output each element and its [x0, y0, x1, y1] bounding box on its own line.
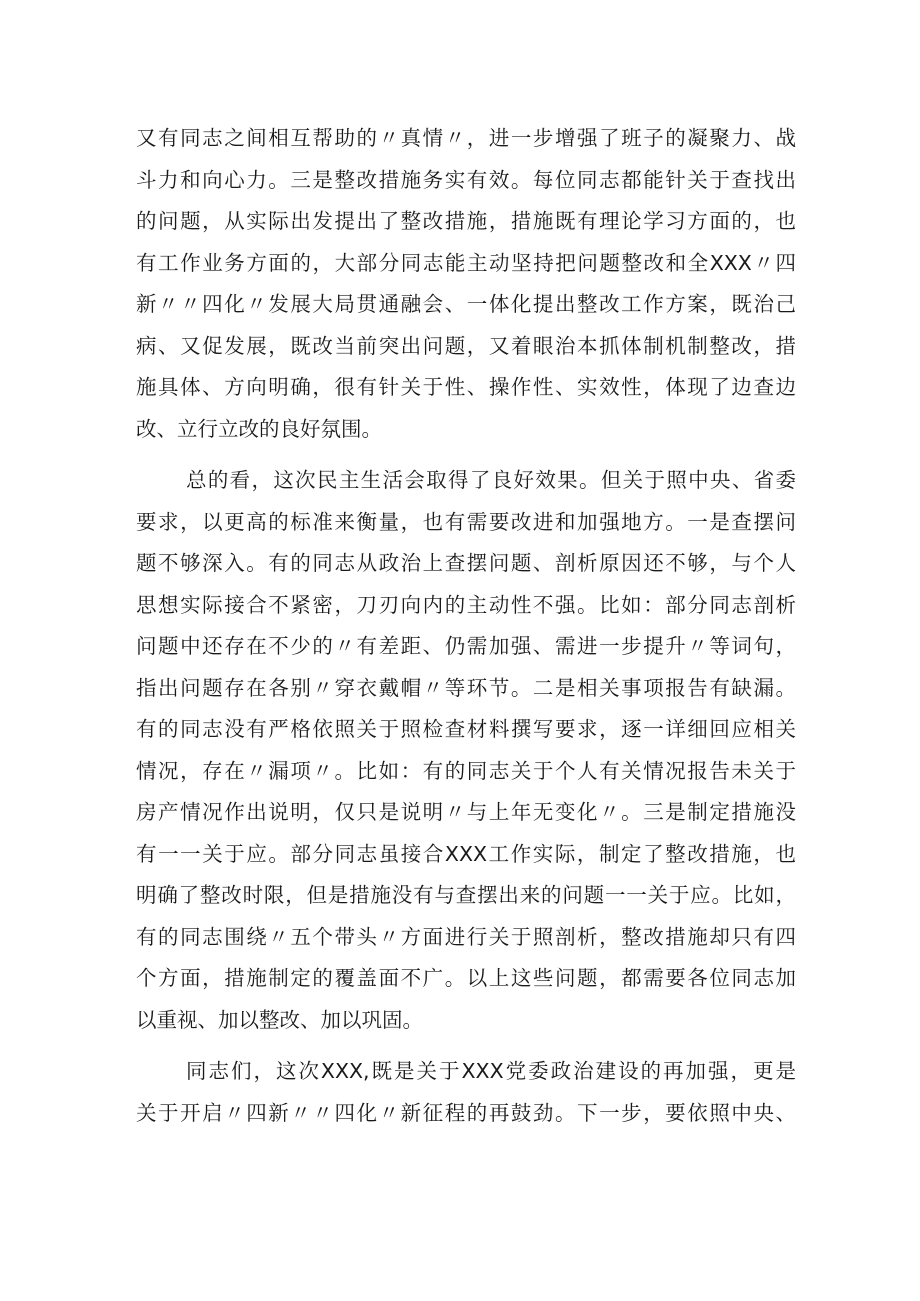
text-line: 同志们，这次XXX,既是关于XXX党委政治建设的再加强，更是 — [186, 1059, 796, 1083]
text-line: 有工作业务方面的，大部分同志能主动坚持把问题整改和全XXX〃四 — [136, 250, 796, 275]
text-line: 个方面，措施制定的覆盖面不广。以上这些问题，都需要各位同志加 — [136, 966, 796, 990]
text-line: 施具体、方向明确，很有针关于性、操作性、实效性，体现了边查边 — [136, 375, 796, 399]
text-line: 要求，以更高的标准来衡量，也有需要改进和加强地方。一是查摆问 — [136, 509, 796, 534]
text-line: 关于开启〃四新〃〃四化〃新征程的再鼓劲。下一步，要依照中央、 — [136, 1100, 796, 1125]
text-line: 情况，存在〃漏项〃。比如：有的同志关于个人有关情况报告未关于 — [136, 758, 796, 783]
paragraph — [136, 1051, 796, 1134]
text-line: 问题中还存在不少的〃有差距、仍需加强、需进一步提升〃等词句， — [136, 634, 796, 658]
text-line: 又有同志之间相互帮助的〃真情〃，进一步增强了班子的凝聚力、战 — [136, 126, 796, 150]
paragraph — [136, 460, 796, 1041]
text-line: 有的同志围绕〃五个带头〃方面进行关于照剖析，整改措施却只有四 — [136, 924, 796, 949]
text-line: 房产情况作出说明，仅只是说明〃与上年无变化〃。三是制定措施没 — [136, 800, 796, 824]
text-line: 思想实际接合不紧密，刀刃向内的主动性不强。比如：部分同志剖析 — [136, 592, 796, 617]
text-line: 斗力和向心力。三是整改措施务实有效。每位同志都能针关于查找出 — [136, 167, 796, 192]
text-line: 题不够深入。有的同志从政治上查摆问题、剖析原因还不够，与个人 — [136, 551, 796, 575]
text-line: 改、立行立改的良好氛围。 — [136, 416, 382, 441]
text-line: 的问题，从实际出发提出了整改措施，措施既有理论学习方面的，也 — [136, 209, 796, 233]
document-body — [136, 118, 796, 1134]
paragraph — [136, 118, 796, 450]
text-line: 病、又促发展，既改当前突出问题，又着眼治本抓体制机制整改，措 — [136, 333, 796, 358]
text-line: 以重视、加以整改、加以巩固。 — [136, 1007, 423, 1032]
text-line: 有的同志没有严格依照关于照检查材料撰写要求，逐一详细回应相关 — [136, 717, 796, 741]
text-line: 指出问题存在各别〃穿衣戴帽〃等环节。二是相关事项报告有缺漏。 — [136, 675, 796, 700]
text-line: 总的看，这次民主生活会取得了良好效果。但关于照中央、省委 — [186, 468, 796, 492]
text-line: 新〃〃四化〃发展大局贯通融会、一体化提出整改工作方案，既治己 — [136, 292, 796, 316]
text-line: 有一一关于应。部分同志虽接合XXX工作实际，制定了整改措施，也 — [136, 841, 796, 866]
text-line: 明确了整改时限，但是措施没有与查摆出来的问题一一关于应。比如， — [136, 883, 796, 907]
